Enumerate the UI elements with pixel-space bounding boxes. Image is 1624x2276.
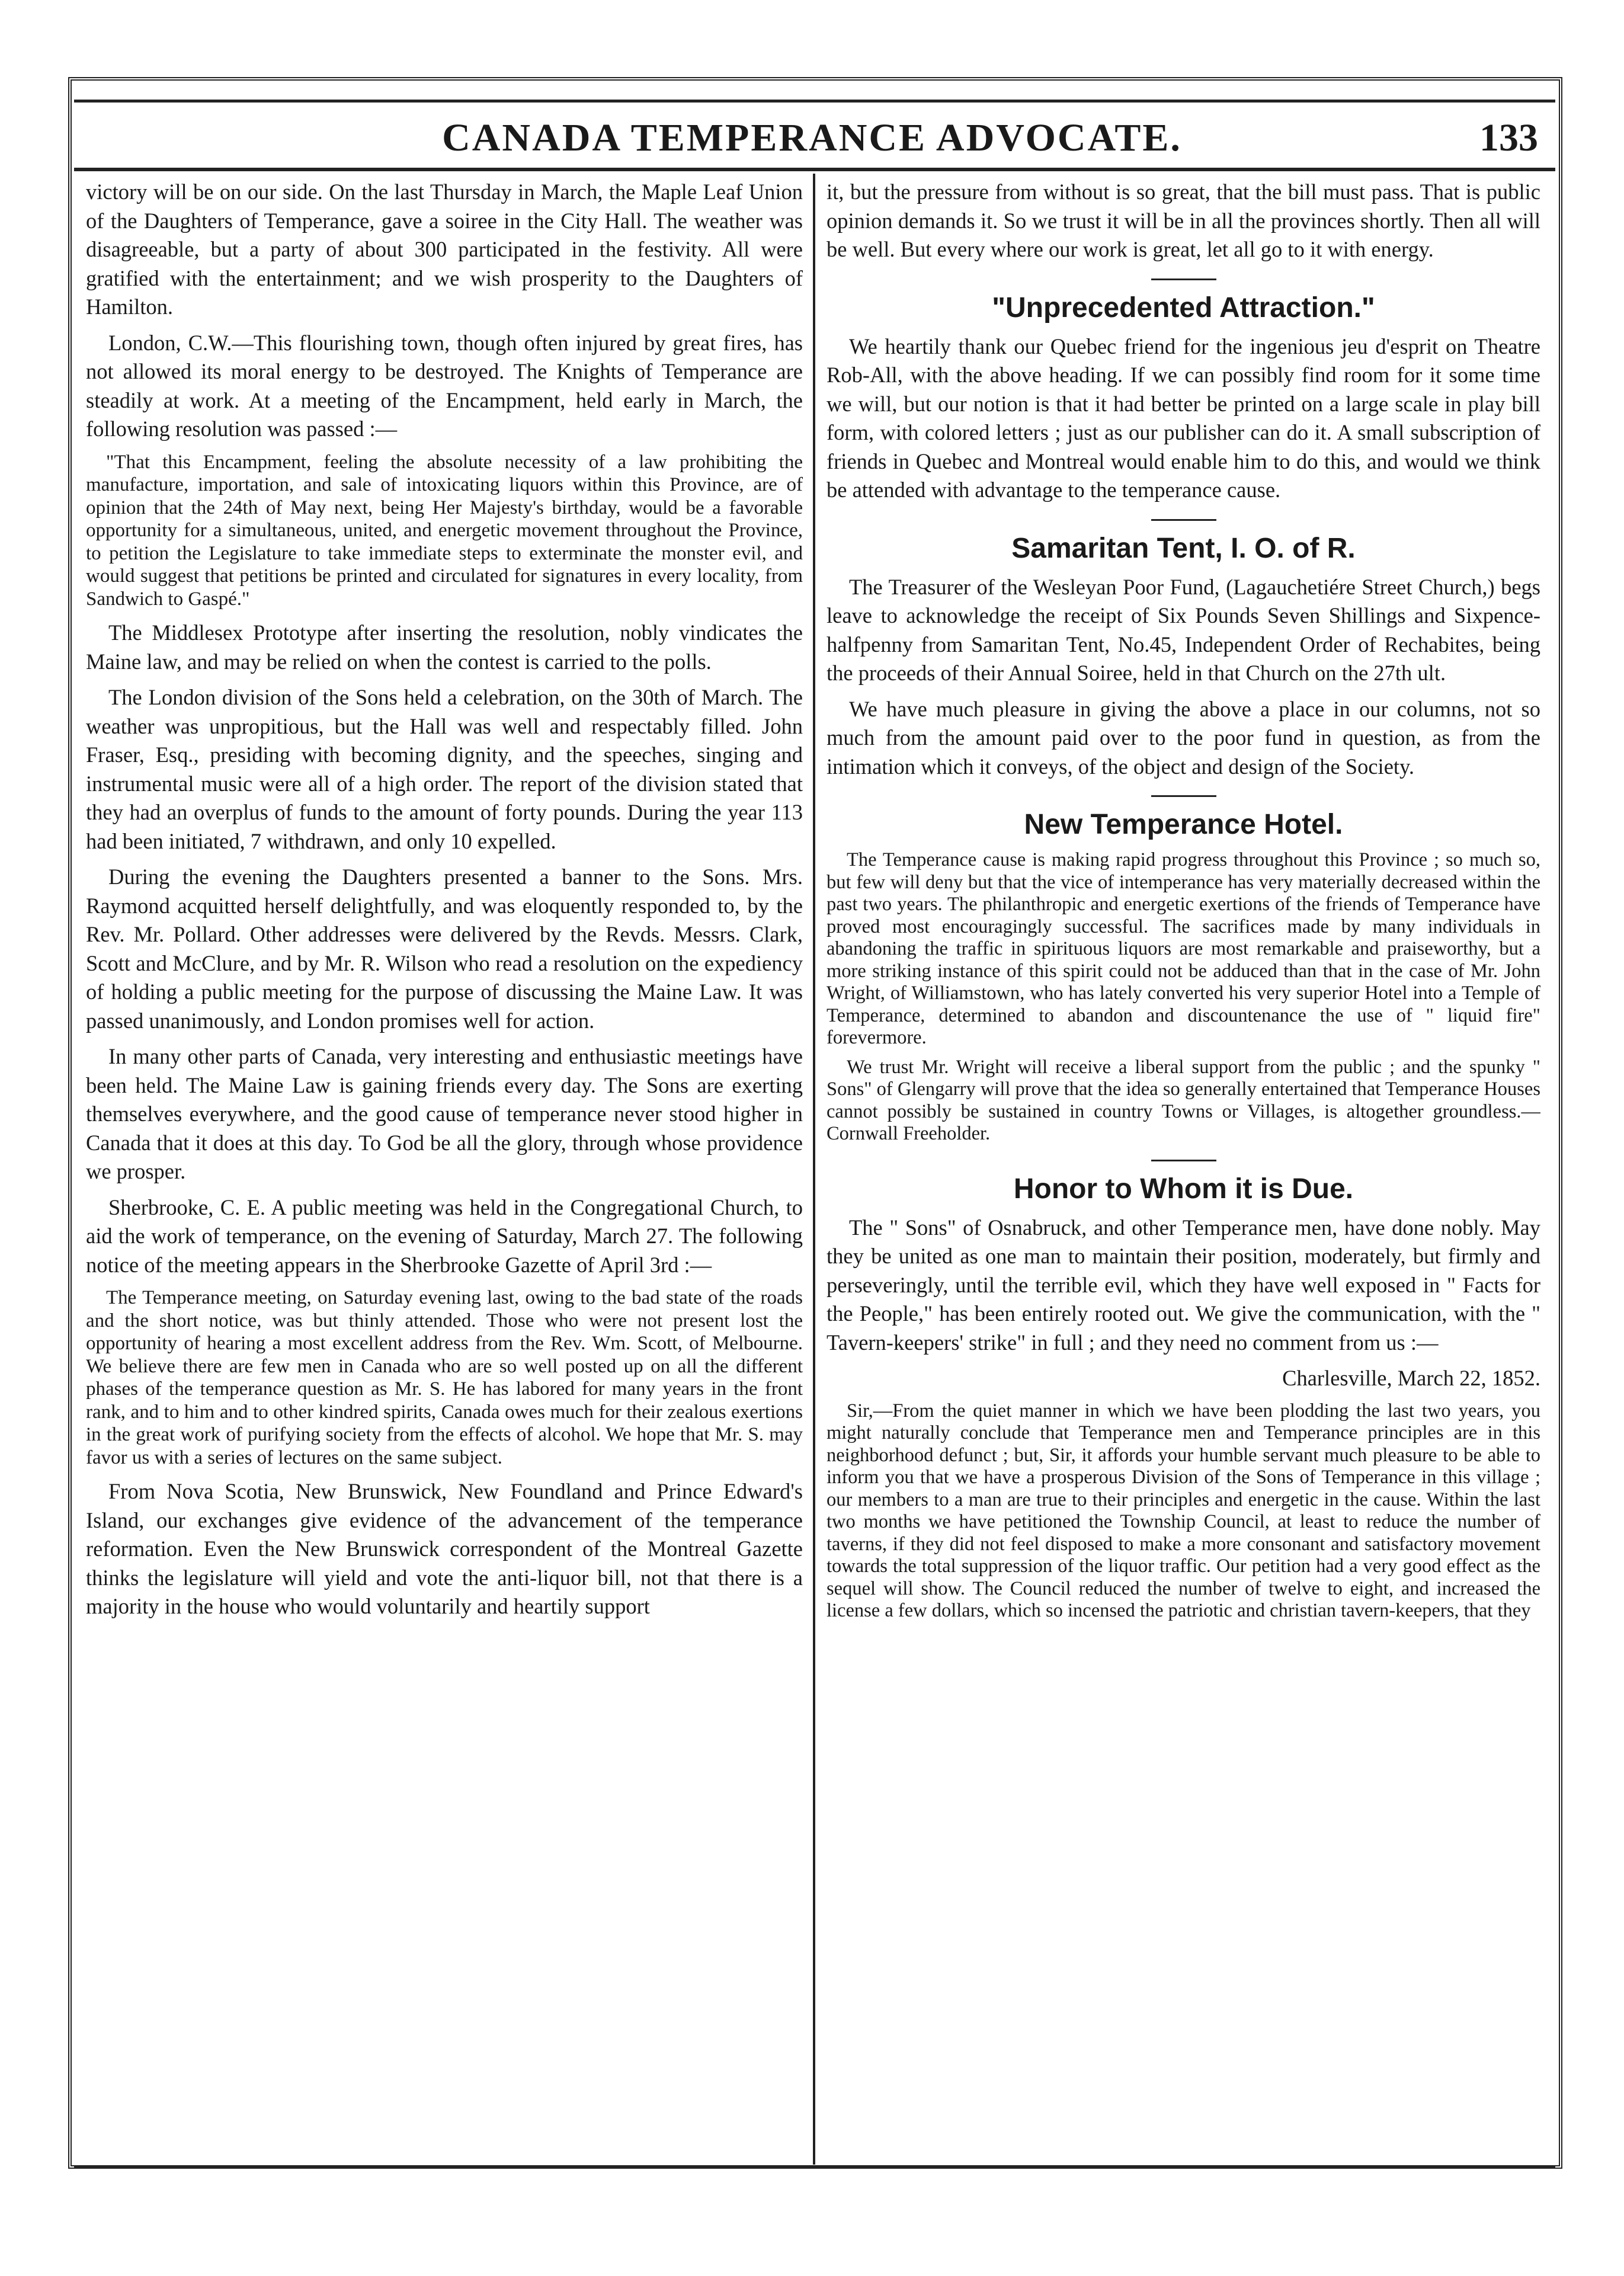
footer-rule bbox=[74, 2166, 1555, 2168]
article-paragraph: During the evening the Daughters presented a banner to the Sons. Mrs. Raymond acquitted herself delightfully, and was eloquently responded to, by the Rev. Mr. Pollard. Other addresses were delivered by the Revds. Messrs. Clark, Scott and McClure, and by Mr. R. Wilson who read a resolution on the expediency of holding a public meeting for the purpose of discussing the Maine Law. It was passed unanimously, and London promises well for action. bbox=[86, 865, 803, 1033]
letter-dateline: Charlesville, March 22, 1852. bbox=[1282, 1366, 1540, 1390]
quoted-gazette-notice: The Temperance meeting, on Saturday evening last, owing to the bad state of the roads and the short notice, was but thinly attended. Those who were not present lost the opportunity of hearing a most excellent address from the Rev. Wm. Scott, of Melbourne. We believe there are few men in Canada who are so well posted up on all the different phases of the temperance question as Mr. S. He has labored for many years in the front rank, and to him and to other kindred spirits, Canada owes much for their zealous exertions in the great work of purifying society from the effects of alcohol. We hope that Mr. S. may favor us with a series of lectures on the same subject. bbox=[86, 1287, 803, 1468]
article-paragraph: The Temperance cause is making rapid progress throughout this Province ; so much so, but few will deny but that the vice of intemperance has very materially decreased within the past two years. The philanthropic and energetic exertions of the friends of Temperance have proved most encouragingly successful. The sacrifices made by many individuals in abandoning the traffic in spirituous liquors are most remarkable and praiseworthy, but a more striking instance of this spirit could not be adduced than that in the case of Mr. John Wright, of Williamstown, who has lately converted his very superior Hotel into a Temple of Temperance, determined to abandon and discountenance the use of " liquid fire" forevermore. bbox=[827, 849, 1540, 1048]
article-paragraph: London, C.W.—This flourishing town, though often injured by great fires, has not allowed its moral energy to be destroyed. The Knights of Temperance are steadily at work. At a meeting of the Encampment, held early in March, the following resolution was passed :— bbox=[86, 330, 803, 441]
article-paragraph: victory will be on our side. On the last Thursday in March, the Maple Leaf Union of the Daughters of Temperance, gave a soiree in the City Hall. The weather was disagreeable, but a party of about 300 participated in the festivity. All were gratified with the entertainment; and we wish prosperity to the Daughters of Hamilton. bbox=[86, 180, 803, 319]
section-separator bbox=[1151, 1160, 1216, 1161]
article-paragraph: The Middlesex Prototype after inserting the resolution, nobly vindicates the Maine law, and may be relied on when the contest is carried to the polls. bbox=[86, 620, 803, 674]
header-top-rule bbox=[74, 100, 1555, 103]
section-separator bbox=[1151, 795, 1216, 797]
letter-body: Sir,—From the quiet manner in which we have been plodding the last two years, you might naturally conclude that Temperance men and Temperance principles are in this neighborhood defunct ; but, Sir, it affords your humble servant much pleasure to be able to inform you that we have a prosperous Division of the Sons of Temperance in this village ; our members to a man are true to their principles and energetic in the cause. Within the last two months we have petitioned the Township Council, at least to reduce the number of taverns, if they did not feel disposed to make a more consonant and satisfactory movement towards the total suppression of the liquor traffic. Our petition had a very good effect as the sequel will show. The Council reduced the number of twelve to eight, and increased the license a few dollars, which so incensed the patriotic and christian tavern-keepers, that they bbox=[827, 1400, 1540, 1621]
article-paragraph: The London division of the Sons held a celebration, on the 30th of March. The weather was unpropitious, but the Hall was well and respectably filled. John Fraser, Esq., presiding with becoming dignity, and the speeches, singing and instrumental music were all of a high order. The report of the division stated that they had an overplus of funds to the amount of forty pounds. During the year 113 had been initiated, 7 withdrawn, and only 10 expelled. bbox=[86, 685, 803, 853]
article-paragraph: We heartily thank our Quebec friend for the ingenious jeu d'esprit on Theatre Rob-All, with the above heading. If we can possibly find room for it some time we will, but our notion is that it had better be printed on a large scale in play bill form, with colored letters ; just as our publisher can do it. A small subscription of friends in Quebec and Montreal would enable him to do this, and would we think be attended with advantage to the temperance cause. bbox=[827, 334, 1540, 502]
header-bottom-rule bbox=[74, 168, 1555, 171]
left-column bbox=[86, 178, 803, 2163]
section-heading: Samaritan Tent, I. O. of R. bbox=[1011, 532, 1356, 564]
section-heading: New Temperance Hotel. bbox=[1024, 809, 1343, 840]
section-heading: Honor to Whom it is Due. bbox=[1013, 1173, 1354, 1205]
article-paragraph: Sherbrooke, C. E. A public meeting was held in the Congregational Church, to aid the work of temperance, on the evening of Saturday, March 27. The following notice of the meeting appears in the Sherbrooke Gazette of April 3rd :— bbox=[86, 1195, 803, 1277]
page-number: 133 bbox=[1479, 116, 1538, 159]
quoted-resolution: "That this Encampment, feeling the absolute necessity of a law prohibiting the manufacture, importation, and sale of intoxicating liquors within this Province, are of opinion that the 24th of May next, being Her Majesty's birthday, would be a favorable opportunity for a simultaneous, united, and energetic movement throughout the Province, to petition the Legislature to take immediate steps to exterminate the monster evil, and would suggest that petitions be printed and circulated for signatures in every locality, from Sandwich to Gaspé." bbox=[86, 451, 803, 610]
right-column bbox=[827, 178, 1540, 2163]
article-paragraph: We have much pleasure in giving the above a place in our columns, not so much from the amount paid over to the poor fund in question, as from the intimation which it conveys, of the object and design of the Society. bbox=[827, 696, 1540, 779]
section-separator bbox=[1151, 279, 1216, 280]
article-paragraph: We trust Mr. Wright will receive a liberal support from the public ; and the spunky " Sons" of Glengarry will prove that the idea so generally entertained that Temperance Houses cannot possibly be sustained in country Towns or Villages, is altogether groundless.—Cornwall Freeholder. bbox=[827, 1056, 1540, 1144]
section-separator bbox=[1151, 519, 1216, 521]
page-header-title: CANADA TEMPERANCE ADVOCATE. bbox=[442, 116, 1182, 159]
article-paragraph: The Treasurer of the Wesleyan Poor Fund, (Lagauchetiére Street Church,) begs leave to acknowledge the receipt of Six Pounds Seven Shillings and Sixpence-halfpenny from Samaritan Tent, No.45, Independent Order of Rechabites, being the proceeds of their Annual Soiree, held in that Church on the 27th ult. bbox=[827, 574, 1540, 685]
article-paragraph: From Nova Scotia, New Brunswick, New Foundland and Prince Edward's Island, our exchanges give evidence of the advancement of the temperance reformation. Even the New Brunswick correspondent of the Montreal Gazette thinks the legislature will yield and vote the anti-liquor bill, not that there is a majority in the house who would voluntarily and heartily support bbox=[86, 1479, 803, 1618]
section-heading: "Unprecedented Attraction." bbox=[992, 292, 1375, 324]
article-paragraph: it, but the pressure from without is so great, that the bill must pass. That is public opinion demands it. So we trust it will be in all the provinces shortly. Then all will be well. But every where our work is great, let all go to it with energy. bbox=[827, 180, 1540, 261]
article-paragraph: The " Sons" of Osnabruck, and other Temperance men, have done nobly. May they be united as one man to maintain their position, moderately, but firmly and perseveringly, until the terrible evil, which they have well exposed in " Facts for the People," has been entirely rooted out. We give the communication, with the " Tavern-keepers' strike" in full ; and they need no comment from us :— bbox=[827, 1215, 1540, 1355]
column-divider bbox=[813, 174, 815, 2165]
article-paragraph: In many other parts of Canada, very interesting and enthusiastic meetings have been held. The Maine Law is gaining friends every day. The Sons are exerting themselves everywhere, and the good cause of temperance never stood higher in Canada that it does at this day. To God be all the glory, through whose providence we prosper. bbox=[86, 1044, 803, 1183]
